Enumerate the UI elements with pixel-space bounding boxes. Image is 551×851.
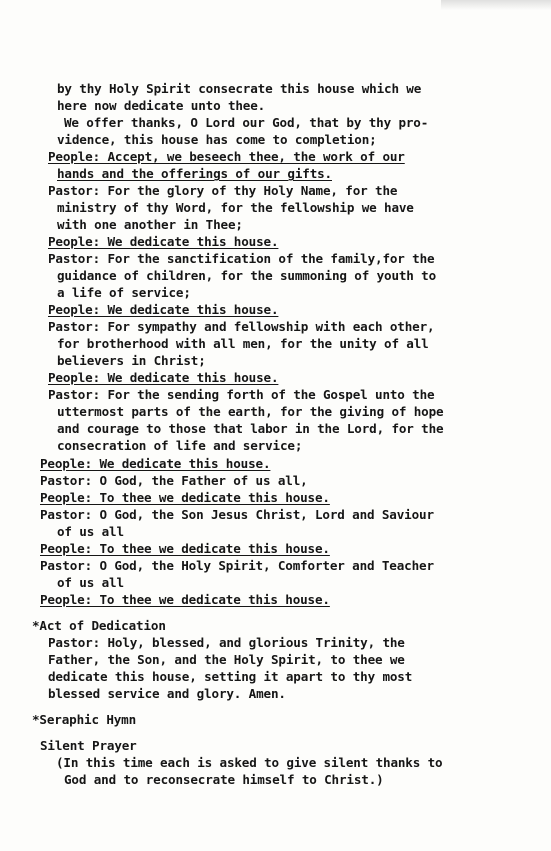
pastor-line: Pastor: For the sanctification of the family,for the [48, 251, 435, 266]
pastor-line: Pastor: For the glory of thy Holy Name, for the [48, 183, 398, 198]
people-response: People: Accept, we beseech thee, the work of our [48, 149, 405, 164]
litany-line-4: vidence, this house has come to completion; [57, 132, 377, 147]
dedication-line: dedicate this house, setting it apart to thy most [48, 669, 413, 684]
silent-prayer-heading: Silent Prayer [40, 738, 137, 753]
pastor-line: for brotherhood with all men, for the unity of all [57, 336, 429, 351]
pastor-line: consecration of life and service; [57, 438, 303, 453]
silent-prayer-line: (In this time each is asked to give silent thanks to [56, 755, 443, 770]
pastor-line: uttermost parts of the earth, for the giving of hope [57, 404, 444, 419]
people-response: People: To thee we dedicate this house. [40, 490, 330, 505]
pastor-line: of us all [57, 575, 124, 590]
dedication-line: Pastor: Holy, blessed, and glorious Trinity, the [48, 635, 405, 650]
pastor-line: believers in Christ; [57, 353, 206, 368]
litany-line-1: by thy Holy Spirit consecrate this house which we [57, 81, 422, 96]
people-response: People: To thee we dedicate this house. [40, 592, 330, 607]
act-of-dedication-heading: *Act of Dedication [32, 618, 166, 633]
people-response: hands and the offerings of our gifts. [57, 166, 332, 181]
seraphic-hymn-heading: *Seraphic Hymn [32, 712, 137, 727]
pastor-line: Pastor: For sympathy and fellowship with each other, [48, 319, 435, 334]
scan-smudge [441, 0, 551, 10]
people-response: People: We dedicate this house. [48, 370, 279, 385]
people-response: People: We dedicate this house. [48, 234, 279, 249]
pastor-line: Pastor: O God, the Holy Spirit, Comforter and Teacher [40, 558, 434, 573]
pastor-line: Pastor: O God, the Father of us all, [40, 473, 308, 488]
pastor-line: of us all [57, 524, 124, 539]
people-response: People: To thee we dedicate this house. [40, 541, 330, 556]
dedication-line: Father, the Son, and the Holy Spirit, to thee we [48, 652, 405, 667]
dedication-line: blessed service and glory. Amen. [48, 686, 286, 701]
people-response: People: We dedicate this house. [40, 456, 271, 471]
litany-line-2: here now dedicate unto thee. [57, 98, 266, 113]
pastor-line: and courage to those that labor in the Lord, for the [57, 421, 444, 436]
pastor-line: Pastor: O God, the Son Jesus Christ, Lord and Saviour [40, 507, 434, 522]
silent-prayer-line: God and to reconsecrate himself to Christ.) [64, 772, 384, 787]
people-response: People: We dedicate this house. [48, 302, 279, 317]
pastor-line: ministry of thy Word, for the fellowship we have [57, 200, 414, 215]
pastor-line: guidance of children, for the summoning of youth to [57, 268, 437, 283]
pastor-line: Pastor: For the sending forth of the Gospel unto the [48, 387, 435, 402]
pastor-line: a life of service; [57, 285, 191, 300]
pastor-line: with one another in Thee; [57, 217, 243, 232]
litany-line-3: We offer thanks, O Lord our God, that by thy pro- [64, 115, 429, 130]
